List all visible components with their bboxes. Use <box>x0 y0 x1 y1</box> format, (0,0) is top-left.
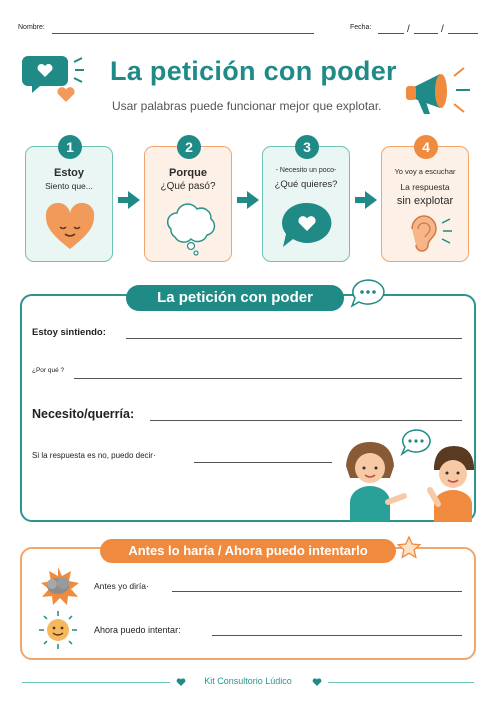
feeling-line[interactable] <box>126 338 462 339</box>
step-badge-3: 3 <box>295 135 319 159</box>
children-talking-icon <box>338 426 474 522</box>
why-label: ¿Por qué ? <box>32 367 65 374</box>
name-line[interactable] <box>52 33 314 34</box>
date-label: Fecha: <box>350 24 372 31</box>
step-badge-4: 4 <box>414 135 438 159</box>
if-no-line[interactable] <box>194 462 332 463</box>
ear-icon <box>404 213 454 253</box>
if-no-label: Si la respuesta es no, puedo decir· <box>32 451 156 460</box>
request-section-heading: La petición con poder <box>126 285 344 311</box>
speech-heart-icon <box>279 201 335 253</box>
date-month-line[interactable] <box>414 33 438 34</box>
heart-icon <box>312 677 322 687</box>
arrow-right-icon <box>355 191 377 209</box>
page-title: La petición con poder <box>110 56 397 86</box>
sun-smile-icon <box>36 610 80 650</box>
step-card-4 <box>381 139 469 262</box>
need-label: Necesito/querría: <box>32 407 135 421</box>
step-card-2 <box>144 139 232 262</box>
arrow-right-icon <box>118 191 140 209</box>
step-4-line1: Yo voy a escuchar <box>394 167 456 176</box>
star-icon <box>396 535 422 561</box>
step-4-line2: La respuesta <box>400 182 450 192</box>
megaphone-icon <box>404 62 478 122</box>
step-3-line1: - Necesito un poco- <box>275 167 337 174</box>
footer-text: Kit Consultorio Lúdico <box>204 676 292 686</box>
step-4-text: sin explotar <box>396 195 454 207</box>
feeling-label: Estoy sintiendo: <box>32 327 106 338</box>
step-card-3 <box>262 139 350 262</box>
before-line[interactable] <box>172 591 462 592</box>
page-subtitle: Usar palabras puede funcionar mejor que explotar. <box>112 99 382 113</box>
step-2-title: Porque <box>169 167 207 179</box>
step-card-1 <box>25 139 113 262</box>
date-sep-2: / <box>441 24 444 35</box>
now-label: Ahora puedo intentar: <box>94 625 181 635</box>
name-label: Nombre: <box>18 24 45 31</box>
date-day-line[interactable] <box>378 33 404 34</box>
before-now-heading: Antes lo haría / Ahora puedo intentarlo <box>100 539 396 563</box>
step-badge-2: 2 <box>177 135 201 159</box>
heart-face-icon <box>44 203 96 251</box>
before-now-section <box>20 547 476 660</box>
step-2-text: ¿Qué pasó? <box>160 181 216 192</box>
speech-dots-icon <box>350 278 386 308</box>
need-line[interactable] <box>150 420 462 421</box>
before-label: Antes yo diría· <box>94 581 149 591</box>
explosion-icon <box>36 565 80 605</box>
date-year-line[interactable] <box>448 33 478 34</box>
arrow-right-icon <box>237 191 259 209</box>
step-1-title: Estoy <box>54 167 84 179</box>
step-3-text: ¿Qué quieres? <box>274 179 338 190</box>
date-sep-1: / <box>407 24 410 35</box>
thought-cloud-icon <box>161 199 217 257</box>
why-line[interactable] <box>74 378 462 379</box>
now-line[interactable] <box>212 635 462 636</box>
speech-heart-icon <box>22 52 88 110</box>
step-1-text: Siento que... <box>45 181 93 191</box>
footer-divider-right <box>328 682 474 683</box>
step-badge-1: 1 <box>58 135 82 159</box>
